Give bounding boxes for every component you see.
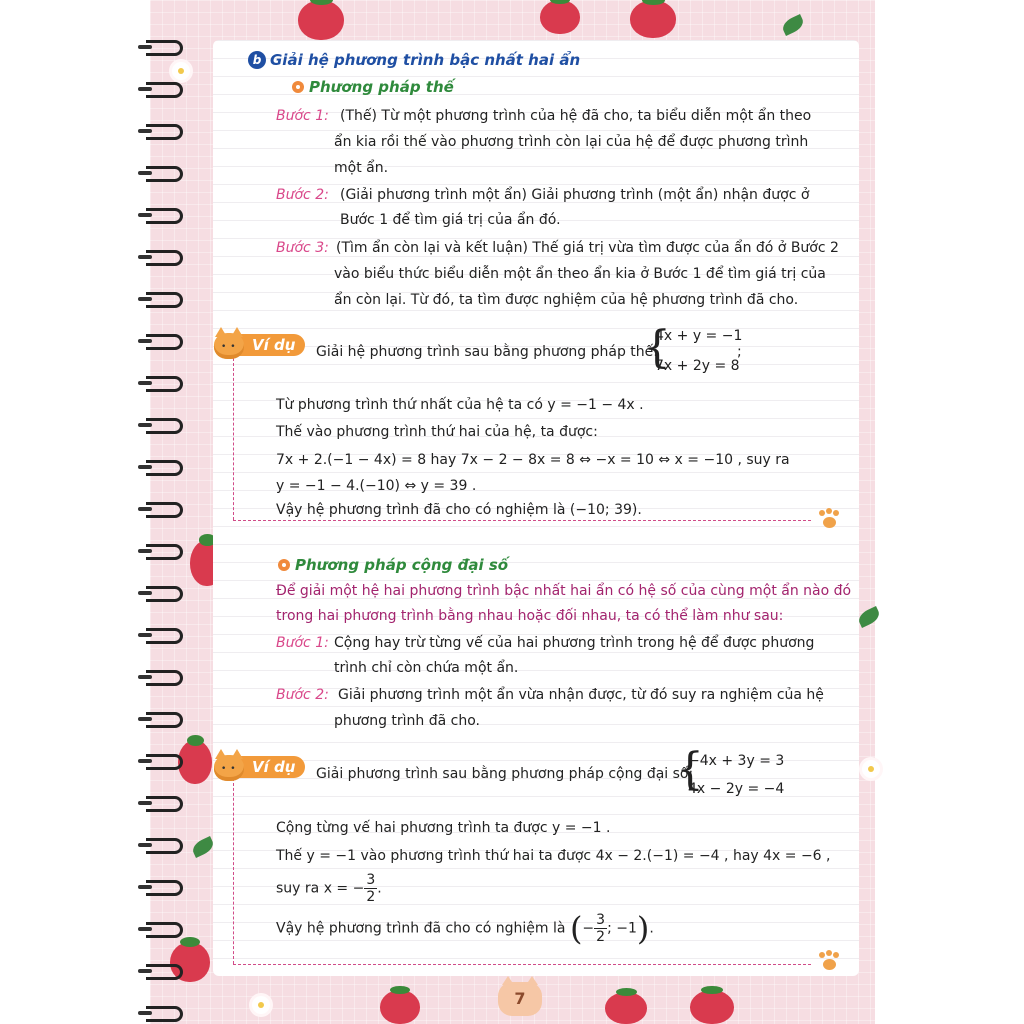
equation: −4x + 3y = 3: [688, 753, 785, 769]
spiral-ring: [146, 292, 183, 308]
strawberry-decoration: [605, 992, 647, 1024]
step-text: (Tìm ẩn còn lại và kết luận) Thế giá trị vừa tìm được của ẩn đó ở Bước 2: [336, 240, 839, 256]
example-line: [276, 909, 654, 948]
step-text: ẩn kia rồi thế vào phương trình còn lại của hệ để được phương trình: [334, 134, 809, 150]
paw-print-icon: [817, 508, 841, 530]
step-text: trình chỉ còn chứa một ẩn.: [334, 660, 519, 676]
spiral-ring: [146, 1006, 183, 1022]
spiral-ring: [146, 838, 183, 854]
solve-prefix: suy ra x = −: [276, 880, 365, 897]
paw-print-icon: [817, 950, 841, 972]
example-line: Thế y = −1 vào phương trình thứ hai ta được 4x − 2.(−1) = −4 , hay 4x = −6 ,: [276, 848, 831, 864]
example-badge: Ví dụ: [226, 334, 305, 356]
cat-icon: [214, 333, 244, 359]
addition-title: [278, 556, 508, 574]
spiral-ring: [146, 754, 183, 770]
flower-decoration: [252, 996, 270, 1014]
spiral-ring: [146, 334, 183, 350]
section-badge: b: [248, 51, 266, 69]
addition-intro: Để giải một hệ hai phương trình bậc nhất hai ẩn có hệ số của cùng một ẩn nào đó: [276, 583, 852, 599]
strawberry-decoration: [540, 0, 580, 34]
spiral-ring: [146, 460, 183, 476]
strawberry-decoration: [690, 990, 734, 1024]
cat-icon: [214, 755, 244, 781]
substitution-title-text: Phương pháp thế: [309, 78, 454, 96]
brace: {: [643, 322, 671, 373]
solution-rest: ; −1: [607, 920, 637, 937]
spiral-ring: [146, 544, 183, 560]
spiral-ring: [146, 670, 183, 686]
example-line: Thế vào phương trình thứ hai của hệ, ta được:: [276, 424, 598, 440]
spiral-ring: [146, 82, 183, 98]
brace: {: [676, 744, 704, 795]
step-text: một ẩn.: [334, 160, 389, 176]
example-line: Từ phương trình thứ nhất của hệ ta có y = −1 − 4x .: [276, 397, 644, 413]
section-heading: [248, 51, 580, 69]
example-border: [233, 520, 811, 521]
example-line: [276, 872, 382, 905]
equation: 4x + y = −1: [655, 328, 743, 344]
spiral-ring: [146, 124, 183, 140]
spiral-ring: [146, 922, 183, 938]
spiral-ring: [146, 880, 183, 896]
substitution-title: [292, 78, 454, 96]
example-prompt: Giải hệ phương trình sau bằng phương pháp thế:: [316, 344, 658, 360]
fraction-denominator: 2: [596, 929, 606, 945]
equation: 4x − 2y = −4: [688, 781, 785, 797]
spiral-ring: [146, 418, 183, 434]
strawberry-decoration: [630, 0, 676, 38]
example-prompt: Giải phương trình sau bằng phương pháp cộng đại số:: [316, 766, 694, 782]
step-text: Bước 1 để tìm giá trị của ẩn đó.: [340, 212, 561, 228]
page-number: 7: [498, 982, 542, 1016]
spiral-ring: [146, 40, 183, 56]
spiral-ring: [146, 796, 183, 812]
solution-minus: −: [582, 920, 595, 937]
solve-suffix: .: [377, 880, 382, 897]
cat-face: ••: [221, 342, 240, 352]
example-line: Cộng từng vế hai phương trình ta được y = −1 .: [276, 820, 611, 836]
conclusion-text: Vậy hệ phương trình đã cho có nghiệm là: [276, 920, 566, 937]
addition-title-text: Phương pháp cộng đại số: [295, 556, 509, 574]
spiral-ring: [146, 628, 183, 644]
step-text: vào biểu thức biểu diễn một ẩn theo ẩn kia ở Bước 1 để tìm giá trị của: [334, 266, 826, 282]
step-text: Giải phương trình một ẩn vừa nhận được, từ đó suy ra nghiệm của hệ: [338, 687, 824, 703]
spiral-ring: [146, 586, 183, 602]
strawberry-decoration: [298, 0, 344, 40]
close-paren: ): [636, 909, 650, 948]
step-text: (Giải phương trình một ẩn) Giải phương trình (một ẩn) nhận được ở: [340, 187, 810, 203]
spiral-ring: [146, 208, 183, 224]
paw-icon: [292, 81, 304, 93]
paw-icon: [278, 559, 290, 571]
section-title: Giải hệ phương trình bậc nhất hai ẩn: [270, 51, 581, 69]
strawberry-decoration: [380, 990, 420, 1024]
conclusion-end: .: [649, 920, 654, 937]
spiral-ring: [146, 712, 183, 728]
spiral-ring: [146, 502, 183, 518]
spiral-binding: [140, 30, 190, 1020]
step-label: Bước 1:: [276, 635, 329, 651]
equation-system: [643, 322, 753, 376]
spiral-ring: [146, 250, 183, 266]
step-text: phương trình đã cho.: [334, 713, 480, 729]
spiral-ring: [146, 964, 183, 980]
spiral-ring: [146, 166, 183, 182]
step-label: Bước 3:: [276, 240, 329, 256]
step-label: Bước 2:: [276, 187, 329, 203]
equation-system: [676, 744, 796, 800]
example-border: [233, 778, 234, 964]
step-label: Bước 2:: [276, 687, 329, 703]
step-text: ẩn còn lại. Từ đó, ta tìm được nghiệm của hệ phương trình đã cho.: [334, 292, 799, 308]
example-border: [233, 358, 234, 520]
example-badge: Ví dụ: [226, 756, 305, 778]
step-text: Cộng hay trừ từng vế của hai phương trình trong hệ để được phương: [334, 635, 815, 651]
example-line: 7x + 2.(−1 − 4x) = 8 hay 7x − 2 − 8x = 8 ⇔ −x = 10 ⇔ x = −10 , suy ra: [276, 452, 790, 468]
open-paren: (: [569, 909, 583, 948]
example-line: Vậy hệ phương trình đã cho có nghiệm là (−10; 39).: [276, 502, 642, 518]
spiral-ring: [146, 376, 183, 392]
cat-face: ••: [221, 764, 240, 774]
fraction: [594, 912, 607, 945]
example-border: [233, 964, 811, 965]
fraction-numerator: 3: [596, 912, 606, 928]
equation: 7x + 2y = 8: [655, 358, 740, 374]
fraction: [364, 872, 377, 905]
step-label: Bước 1:: [276, 108, 329, 124]
step-text: (Thế) Từ một phương trình của hệ đã cho, ta biểu diễn một ẩn theo: [340, 108, 812, 124]
flower-decoration: [862, 760, 880, 778]
fraction-numerator: 3: [366, 872, 376, 888]
equation-end: ;: [737, 344, 742, 360]
addition-intro: trong hai phương trình bằng nhau hoặc đối nhau, ta có thể làm như sau:: [276, 608, 784, 624]
example-line: y = −1 − 4.(−10) ⇔ y = 39 .: [276, 478, 477, 494]
fraction-denominator: 2: [366, 889, 376, 905]
